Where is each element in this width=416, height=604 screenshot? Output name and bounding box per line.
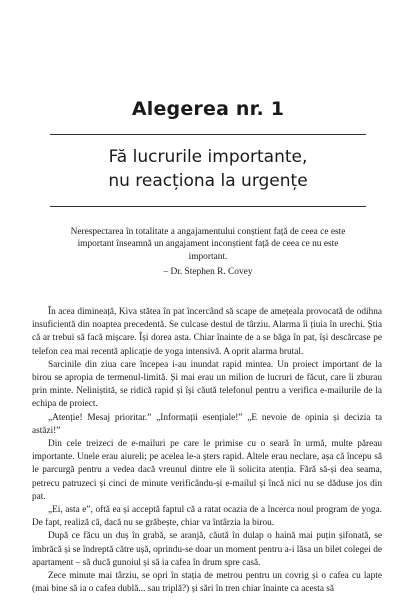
chapter-subtitle — [0, 145, 416, 193]
paragraph: „Atenție! Mesaj prioritar.” „Informații esențiale!” „E nevoie de opinia și decizia ta astăzi!” — [32, 412, 382, 436]
subtitle-line-1: Fă lucrurile importante, — [108, 147, 308, 167]
paragraph: Zece minute mai târziu, se opri în stația de metrou pentru un covrig și o cafea cu lapte (mai bine să ia o cafea dublă... sau triplă?) și sări în tren chiar înainte ca acesta să — [32, 571, 382, 595]
paragraph: În acea dimineață, Kiva stătea în pat încercând să scape de amețeala provocată de odihna insuficientă din noaptea precedentă. Se culcase destul de târziu. Alarma îi țiuia în urechi. Știa că ar trebui să facă mișcare. Își dorea asta. Chiar înainte de a se băga în pat, își descărcase pe telefon cea mai recentă aplicație de yoga intensivă. A oprit alarma brutal. — [32, 307, 382, 357]
body-text — [32, 306, 382, 596]
paragraph: „Ei, asta e”, oftă ea și acceptă faptul că a ratat ocazia de a încerca noul program de yoga. De fapt, realiză că, dacă nu se grăbește, chiar va întârzia la birou. — [32, 505, 382, 529]
epigraph-text: Nerespectarea în totalitate a angajamentului conștient față de ceea ce este important înseamnă un angajament inconștient față de ceea ce nu este important. — [70, 227, 346, 262]
bottom-rule — [50, 206, 366, 207]
epigraph-attribution: – Dr. Stephen R. Covey — [163, 267, 253, 278]
epigraph — [70, 226, 346, 279]
paragraph: Din cele treizeci de e-mailuri pe care le primise cu o seară în urmă, multe păreau importante. Unele erau aiureli; pe acelea le-a șters rapid. Altele erau neclare, așa că începu să le parcurgă pentru a vedea dacă vreunul dintre ele îi solicita atenția. Fără să-și dea seama, petrecu patruzeci și cinci de minute verificându-și e-mailul și încă nici nu se dăduse jos din pat. — [32, 439, 382, 502]
top-rule — [50, 134, 366, 135]
paragraph: Sarcinile din ziua care începea i-au inundat rapid mintea. Un proiect important de la birou se apropia de termenul-limită. Și mai erau un milion de lucruri de făcut, care îi zburau prin minte. Neliniștită, se ridică rapid și își căută telefonul pentru a verifica e-mailurile de la echipa de proiect. — [32, 359, 382, 410]
chapter-title: Alegerea nr. 1 — [131, 98, 285, 120]
paragraph: După ce făcu un duș în grabă, se aranjă, căută în dulap o haină mai puțin șifonată, se îmbrăcă și se îndreptă către ușă, oprindu-se doar un moment pentru a-i lăsa un bilet colegei de apartament – să ducă gunoiul și să ia cafea în drum spre casă. — [32, 531, 382, 568]
subtitle-line-2: nu reacționa la urgențe — [108, 171, 308, 191]
